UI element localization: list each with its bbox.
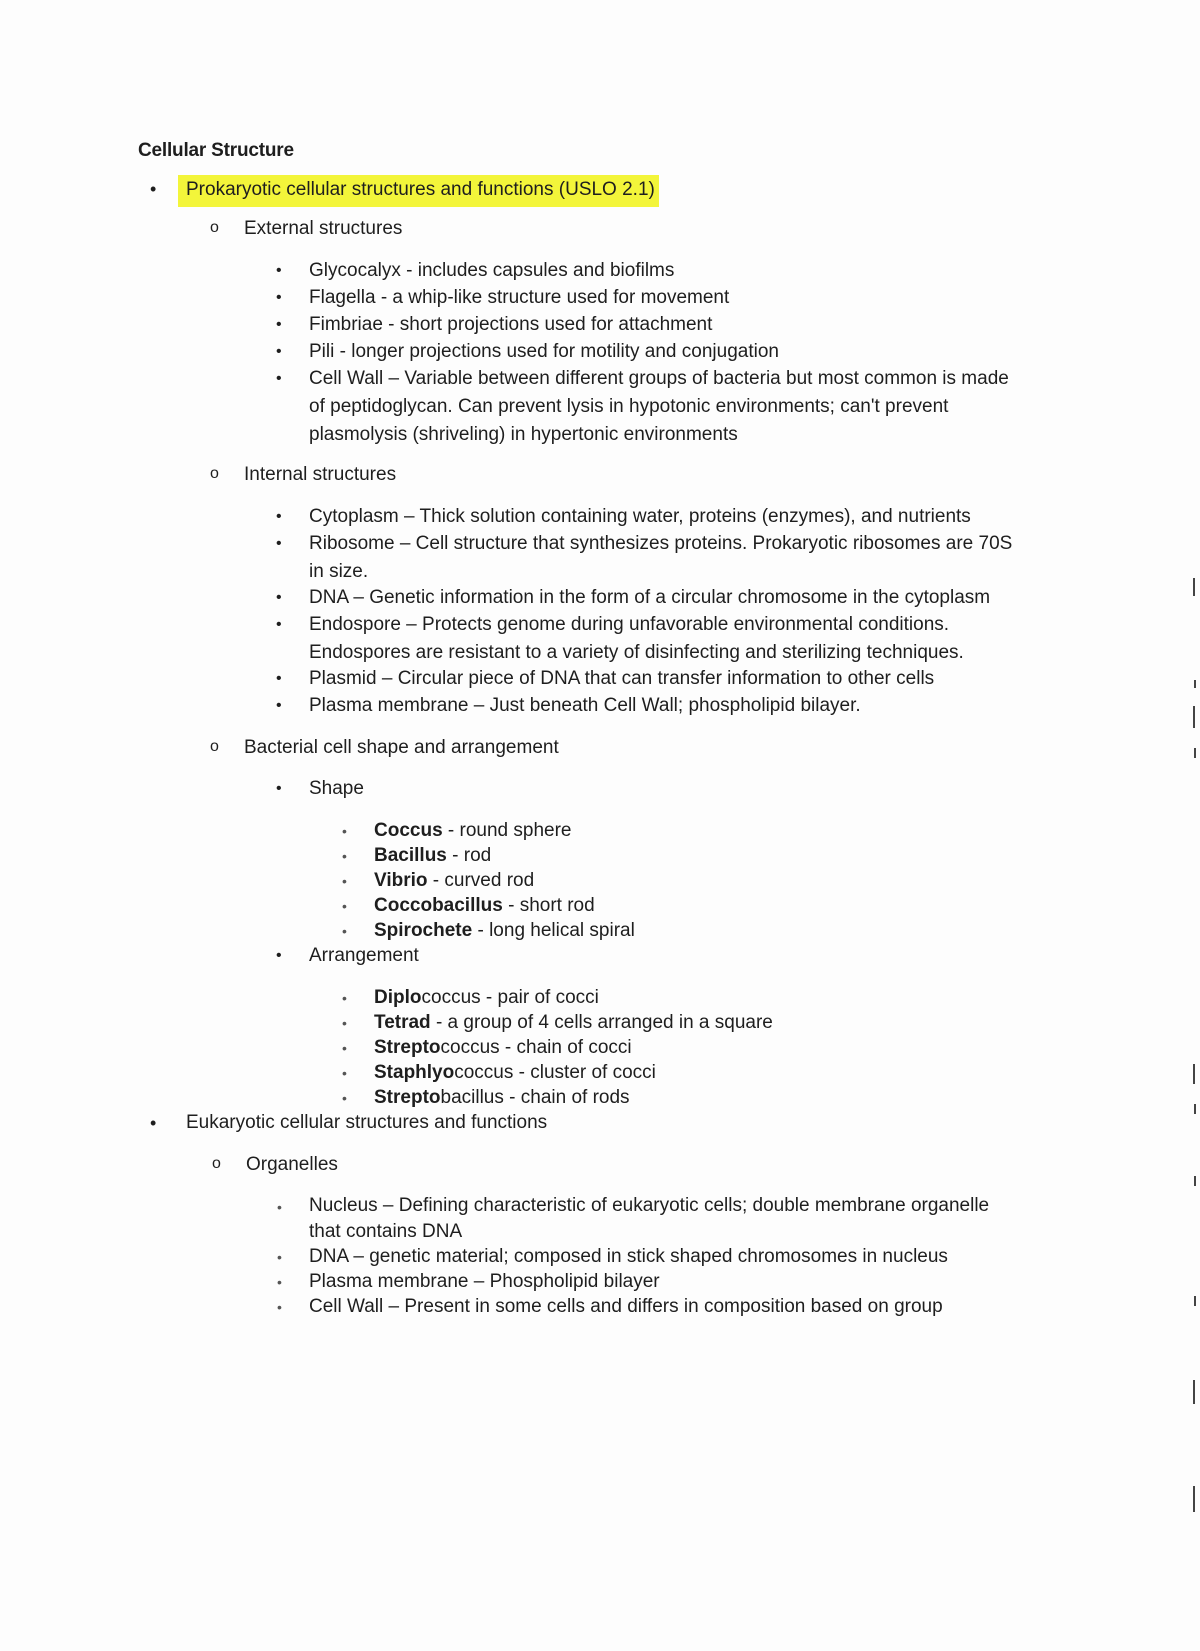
bullet: • <box>277 1274 282 1290</box>
list-item-text: Plasmid – Circular piece of DNA that can transfer information to other cells <box>309 668 935 689</box>
list-item-text: Plasma membrane – Phospholipid bilayer <box>309 1271 660 1292</box>
scan-artifact <box>1194 680 1196 688</box>
shape-heading: Shape <box>309 778 364 799</box>
list-item-text: DNA – genetic material; composed in stick shaped chromosomes in nucleus <box>309 1246 948 1267</box>
bullet: • <box>276 697 282 714</box>
list-item-text: Cytoplasm – Thick solution containing water, proteins (enzymes), and nutrients <box>309 506 971 527</box>
bullet: o <box>210 738 219 755</box>
bullet: • <box>342 873 347 889</box>
term: Coccus <box>374 820 443 841</box>
organelles-heading: Organelles <box>246 1154 338 1175</box>
scan-artifact <box>1193 1486 1195 1512</box>
bullet: • <box>342 1090 347 1106</box>
bullet: • <box>342 1015 347 1031</box>
term-desc: coccus - chain of cocci <box>440 1037 632 1058</box>
bullet: • <box>277 1299 282 1315</box>
list-item-text: Nucleus – Defining characteristic of eukaryotic cells; double membrane organelle that contains DNA <box>309 1195 990 1242</box>
bullet: • <box>342 990 347 1006</box>
term: Bacillus <box>374 845 447 866</box>
list-item-text: Ribosome – Cell structure that synthesizes proteins. Prokaryotic ribosomes are 70S in size. <box>309 533 1013 582</box>
term-desc: - rod <box>446 845 492 866</box>
term: Staphlyo <box>374 1062 455 1083</box>
term-desc: - short rod <box>502 895 595 916</box>
bullet: o <box>212 1155 221 1172</box>
term-desc: bacillus - chain of rods <box>440 1087 630 1108</box>
list-item-text: Plasma membrane – Just beneath Cell Wall; phospholipid bilayer. <box>309 695 861 716</box>
bullet: • <box>276 670 282 687</box>
bullet: • <box>342 848 347 864</box>
scan-artifact <box>1194 1104 1196 1114</box>
bullet: • <box>342 898 347 914</box>
arrangement-heading: Arrangement <box>309 945 419 966</box>
bullet: • <box>276 316 282 333</box>
list-item-text: Endospore – Protects genome during unfavorable environmental conditions. Endospores are resistant to a variety of disinfecting and sterilizing techniques. <box>309 614 964 663</box>
term-desc: - round sphere <box>442 820 572 841</box>
bullet: • <box>276 947 282 964</box>
scan-artifact <box>1193 578 1195 596</box>
term: Coccobacillus <box>374 895 503 916</box>
bullet: • <box>276 535 282 552</box>
bullet: • <box>276 370 282 387</box>
bullet: • <box>277 1199 282 1215</box>
scan-artifact <box>1194 1296 1196 1306</box>
list-item-text: Pili - longer projections used for motility and conjugation <box>309 341 779 362</box>
term-desc: - curved rod <box>427 870 535 891</box>
bullet: • <box>342 923 347 939</box>
shape-arrangement-heading: Bacterial cell shape and arrangement <box>244 737 559 758</box>
bullet: • <box>276 508 282 525</box>
list-item-text: Flagella - a whip-like structure used for movement <box>309 287 730 308</box>
external-heading: External structures <box>244 218 403 239</box>
term-desc: - a group of 4 cells arranged in a square <box>430 1012 773 1033</box>
term: Tetrad <box>374 1012 431 1033</box>
term-desc: - long helical spiral <box>472 920 635 941</box>
term: Strepto <box>374 1087 441 1108</box>
bullet: • <box>276 616 282 633</box>
term-desc: coccus - cluster of cocci <box>454 1062 656 1083</box>
bullet: • <box>276 780 282 797</box>
bullet: • <box>277 1249 282 1265</box>
scan-artifact <box>1193 1064 1195 1084</box>
bullet: o <box>210 219 219 236</box>
term: Diplo <box>374 987 422 1008</box>
eukaryotic-heading: Eukaryotic cellular structures and functions <box>186 1112 548 1133</box>
term: Strepto <box>374 1037 441 1058</box>
list-item-text: Cell Wall – Present in some cells and differs in composition based on group <box>309 1296 943 1317</box>
term: Spirochete <box>374 920 473 941</box>
internal-heading: Internal structures <box>244 464 397 485</box>
bullet: • <box>276 589 282 606</box>
bullet: • <box>150 179 157 199</box>
list-item-text: DNA – Genetic information in the form of a circular chromosome in the cytoplasm <box>309 587 991 608</box>
list-item-text: Fimbriae - short projections used for attachment <box>309 314 713 335</box>
bullet: • <box>342 1040 347 1056</box>
scan-artifact <box>1194 748 1196 758</box>
bullet: • <box>342 823 347 839</box>
bullet: o <box>210 465 219 482</box>
term: Vibrio <box>374 870 428 891</box>
scan-artifact <box>1194 1176 1196 1186</box>
scan-artifact <box>1193 706 1195 728</box>
prokaryotic-heading: Prokaryotic cellular structures and functions (USLO 2.1) <box>178 175 659 207</box>
bullet: • <box>150 1113 157 1133</box>
bullet: • <box>342 1065 347 1081</box>
bullet: • <box>276 262 282 279</box>
bullet: • <box>276 343 282 360</box>
list-item-text: Cell Wall – Variable between different groups of bacteria but most common is made of peptidoglycan. Can prevent lysis in hypotonic environments; can't prevent plasmolysis (shriveling) in hypertonic environments <box>309 368 1009 445</box>
bullet: • <box>276 289 282 306</box>
list-item-text: Glycocalyx - includes capsules and biofilms <box>309 260 675 281</box>
term-desc: coccus - pair of cocci <box>421 987 599 1008</box>
scan-artifact <box>1193 1380 1195 1404</box>
page-title: Cellular Structure <box>138 140 294 161</box>
